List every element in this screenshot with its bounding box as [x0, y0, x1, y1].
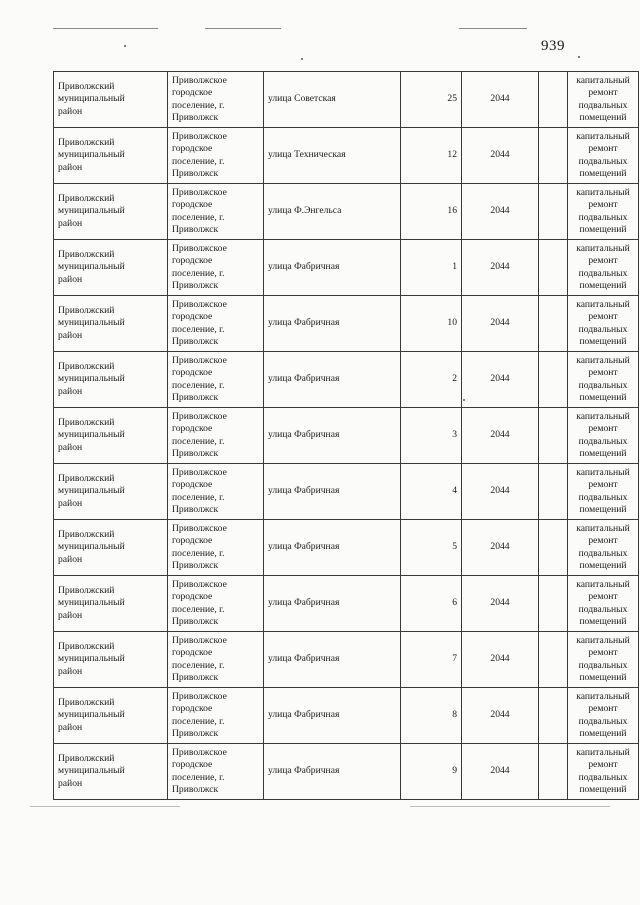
district-cell-line: муниципальный	[58, 93, 125, 105]
settlement-cell-line: поселение, г.	[172, 771, 225, 783]
work-type-cell-line: ремонт	[588, 647, 618, 658]
street-cell: улица Фабричная	[264, 632, 401, 688]
work-type-cell-line: помещений	[579, 224, 627, 235]
district-cell	[54, 464, 168, 520]
page-number: 939	[541, 38, 565, 54]
settlement-cell-line: поселение, г.	[172, 323, 225, 335]
settlement-cell-line: Приволжск	[172, 560, 219, 571]
settlement-cell-line: Приволжск	[172, 224, 219, 235]
settlement-cell-line: поселение, г.	[172, 155, 225, 167]
table-row	[54, 632, 639, 688]
settlement-cell-line: городское	[172, 143, 213, 154]
settlement-cell-line: Приволжск	[172, 336, 219, 347]
empty-cell	[539, 576, 568, 632]
settlement-cell	[168, 688, 264, 744]
settlement-cell-line: городское	[172, 199, 213, 210]
district-cell-line: Приволжский	[58, 136, 115, 148]
work-type-cell	[568, 240, 639, 296]
empty-cell	[539, 464, 568, 520]
year-cell: 2044	[462, 688, 539, 744]
settlement-cell-line: Приволжское	[172, 186, 227, 198]
work-type-cell-line: капитальный	[576, 242, 630, 254]
settlement-cell-line: городское	[172, 479, 213, 490]
district-cell-line: район	[58, 441, 83, 453]
district-cell-line: муниципальный	[58, 205, 125, 217]
settlement-cell-line: городское	[172, 703, 213, 714]
district-cell-line: муниципальный	[58, 541, 125, 553]
work-type-cell-line: капитальный	[576, 522, 630, 534]
table-row	[54, 744, 639, 800]
settlement-cell	[168, 240, 264, 296]
street-cell: улица Фабричная	[264, 296, 401, 352]
work-type-cell-line: ремонт	[588, 87, 618, 98]
district-cell-line: муниципальный	[58, 317, 125, 329]
settlement-cell-line: Приволжское	[172, 298, 227, 310]
district-cell	[54, 744, 168, 800]
empty-cell	[539, 520, 568, 576]
empty-cell	[539, 744, 568, 800]
district-cell-line: муниципальный	[58, 765, 125, 777]
work-type-cell-line: помещений	[579, 392, 627, 403]
year-cell: 2044	[462, 576, 539, 632]
table-row	[54, 688, 639, 744]
work-type-cell-line: помещений	[579, 504, 627, 515]
district-cell	[54, 632, 168, 688]
work-type-cell-line: ремонт	[588, 479, 618, 490]
settlement-cell	[168, 408, 264, 464]
settlement-cell-line: Приволжское	[172, 130, 227, 142]
settlement-cell-line: поселение, г.	[172, 547, 225, 559]
scan-artifact-line	[53, 28, 158, 29]
year-cell: 2044	[462, 128, 539, 184]
work-type-cell-line: подвальных	[578, 155, 628, 167]
settlement-cell-line: поселение, г.	[172, 715, 225, 727]
work-type-cell	[568, 72, 639, 128]
district-cell-line: Приволжский	[58, 696, 115, 708]
district-cell-line: район	[58, 161, 83, 173]
house-number-cell: 12	[401, 128, 462, 184]
settlement-cell-line: Приволжск	[172, 448, 219, 459]
settlement-cell-line: городское	[172, 647, 213, 658]
settlement-cell-line: Приволжск	[172, 728, 219, 739]
work-type-cell-line: ремонт	[588, 423, 618, 434]
year-cell: 2044	[462, 240, 539, 296]
district-cell-line: Приволжский	[58, 640, 115, 652]
work-type-cell-line: подвальных	[578, 99, 628, 111]
settlement-cell-line: городское	[172, 535, 213, 546]
work-type-cell-line: ремонт	[588, 759, 618, 770]
street-cell: улица Фабричная	[264, 408, 401, 464]
work-type-cell-line: помещений	[579, 560, 627, 571]
street-cell: улица Фабричная	[264, 744, 401, 800]
work-type-cell-line: помещений	[579, 280, 627, 291]
table-row	[54, 72, 639, 128]
settlement-cell-line: Приволжское	[172, 354, 227, 366]
district-cell-line: район	[58, 385, 83, 397]
year-cell: 2044	[462, 744, 539, 800]
settlement-cell-line: Приволжское	[172, 746, 227, 758]
work-type-cell-line: ремонт	[588, 255, 618, 266]
district-cell-line: Приволжский	[58, 752, 115, 764]
work-type-cell	[568, 744, 639, 800]
capital-repair-table	[53, 71, 639, 800]
settlement-cell-line: Приволжское	[172, 410, 227, 422]
work-type-cell-line: капитальный	[576, 74, 630, 86]
settlement-cell-line: Приволжск	[172, 168, 219, 179]
district-cell-line: район	[58, 721, 83, 733]
settlement-cell	[168, 352, 264, 408]
district-cell	[54, 520, 168, 576]
scan-artifact-line	[30, 806, 180, 807]
work-type-cell	[568, 688, 639, 744]
scan-artifact-line	[205, 28, 281, 29]
district-cell-line: муниципальный	[58, 653, 125, 665]
settlement-cell	[168, 520, 264, 576]
table-row	[54, 240, 639, 296]
settlement-cell-line: Приволжское	[172, 466, 227, 478]
work-type-cell-line: ремонт	[588, 311, 618, 322]
settlement-cell-line: Приволжское	[172, 74, 227, 86]
empty-cell	[539, 408, 568, 464]
empty-cell	[539, 632, 568, 688]
year-cell: 2044	[462, 520, 539, 576]
work-type-cell-line: помещений	[579, 728, 627, 739]
settlement-cell-line: городское	[172, 759, 213, 770]
settlement-cell-line: поселение, г.	[172, 603, 225, 615]
work-type-cell-line: подвальных	[578, 435, 628, 447]
year-cell: 2044	[462, 632, 539, 688]
scan-artifact-line	[459, 28, 527, 29]
work-type-cell-line: подвальных	[578, 715, 628, 727]
district-cell	[54, 72, 168, 128]
district-cell-line: район	[58, 217, 83, 229]
settlement-cell-line: Приволжское	[172, 578, 227, 590]
house-number-cell: 9	[401, 744, 462, 800]
district-cell-line: муниципальный	[58, 373, 125, 385]
work-type-cell-line: подвальных	[578, 659, 628, 671]
settlement-cell-line: поселение, г.	[172, 379, 225, 391]
work-type-cell-line: помещений	[579, 784, 627, 795]
work-type-cell-line: ремонт	[588, 591, 618, 602]
work-type-cell-line: подвальных	[578, 379, 628, 391]
settlement-cell	[168, 632, 264, 688]
street-cell: улица Ф.Энгельса	[264, 184, 401, 240]
work-type-cell	[568, 128, 639, 184]
district-cell-line: район	[58, 273, 83, 285]
work-type-cell-line: помещений	[579, 448, 627, 459]
work-type-cell-line: подвальных	[578, 491, 628, 503]
street-cell: улица Фабричная	[264, 576, 401, 632]
settlement-cell-line: городское	[172, 423, 213, 434]
scan-artifact-dot	[578, 56, 580, 58]
work-type-cell-line: помещений	[579, 672, 627, 683]
year-cell: 2044	[462, 352, 539, 408]
house-number-cell: 5	[401, 520, 462, 576]
settlement-cell	[168, 128, 264, 184]
street-cell: улица Фабричная	[264, 240, 401, 296]
work-type-cell-line: капитальный	[576, 130, 630, 142]
settlement-cell-line: Приволжск	[172, 504, 219, 515]
district-cell-line: муниципальный	[58, 261, 125, 273]
settlement-cell-line: Приволжск	[172, 672, 219, 683]
empty-cell	[539, 240, 568, 296]
year-cell: 2044	[462, 464, 539, 520]
house-number-cell: 4	[401, 464, 462, 520]
settlement-cell-line: Приволжское	[172, 242, 227, 254]
empty-cell	[539, 688, 568, 744]
work-type-cell	[568, 296, 639, 352]
work-type-cell-line: капитальный	[576, 186, 630, 198]
year-cell: 2044	[462, 184, 539, 240]
work-type-cell	[568, 632, 639, 688]
district-cell-line: район	[58, 777, 83, 789]
settlement-cell	[168, 72, 264, 128]
district-cell-line: муниципальный	[58, 709, 125, 721]
empty-cell	[539, 352, 568, 408]
table-row	[54, 296, 639, 352]
district-cell	[54, 128, 168, 184]
street-cell: улица Фабричная	[264, 352, 401, 408]
house-number-cell: 25	[401, 72, 462, 128]
settlement-cell-line: поселение, г.	[172, 99, 225, 111]
settlement-cell-line: Приволжское	[172, 522, 227, 534]
table-row	[54, 184, 639, 240]
work-type-cell-line: подвальных	[578, 771, 628, 783]
table-row	[54, 352, 639, 408]
settlement-cell-line: поселение, г.	[172, 211, 225, 223]
work-type-cell-line: помещений	[579, 112, 627, 123]
district-cell	[54, 240, 168, 296]
work-type-cell	[568, 520, 639, 576]
district-cell-line: район	[58, 329, 83, 341]
district-cell-line: район	[58, 553, 83, 565]
street-cell: улица Фабричная	[264, 464, 401, 520]
work-type-cell-line: ремонт	[588, 199, 618, 210]
street-cell: улица Фабричная	[264, 688, 401, 744]
district-cell-line: район	[58, 105, 83, 117]
house-number-cell: 3	[401, 408, 462, 464]
district-cell-line: район	[58, 497, 83, 509]
district-cell	[54, 296, 168, 352]
district-cell-line: Приволжский	[58, 472, 115, 484]
work-type-cell-line: капитальный	[576, 634, 630, 646]
settlement-cell	[168, 744, 264, 800]
work-type-cell	[568, 184, 639, 240]
table-row	[54, 408, 639, 464]
work-type-cell-line: ремонт	[588, 703, 618, 714]
work-type-cell-line: капитальный	[576, 578, 630, 590]
settlement-cell-line: Приволжск	[172, 112, 219, 123]
district-cell-line: Приволжский	[58, 584, 115, 596]
scan-artifact-line	[410, 806, 610, 807]
empty-cell	[539, 184, 568, 240]
settlement-cell-line: Приволжск	[172, 616, 219, 627]
scan-artifact-dot	[301, 58, 303, 60]
district-cell-line: район	[58, 665, 83, 677]
district-cell-line: муниципальный	[58, 597, 125, 609]
house-number-cell: 7	[401, 632, 462, 688]
year-cell: 2044	[462, 72, 539, 128]
work-type-cell-line: капитальный	[576, 746, 630, 758]
street-cell: улица Советская	[264, 72, 401, 128]
district-cell-line: Приволжский	[58, 528, 115, 540]
house-number-cell: 16	[401, 184, 462, 240]
house-number-cell: 8	[401, 688, 462, 744]
settlement-cell-line: поселение, г.	[172, 659, 225, 671]
empty-cell	[539, 296, 568, 352]
settlement-cell-line: городское	[172, 87, 213, 98]
work-type-cell-line: капитальный	[576, 354, 630, 366]
district-cell	[54, 576, 168, 632]
settlement-cell-line: городское	[172, 367, 213, 378]
work-type-cell-line: капитальный	[576, 410, 630, 422]
settlement-cell	[168, 464, 264, 520]
work-type-cell	[568, 464, 639, 520]
settlement-cell-line: поселение, г.	[172, 435, 225, 447]
district-cell-line: муниципальный	[58, 149, 125, 161]
settlement-cell-line: городское	[172, 255, 213, 266]
house-number-cell: 10	[401, 296, 462, 352]
house-number-cell: 1	[401, 240, 462, 296]
district-cell-line: Приволжский	[58, 192, 115, 204]
street-cell: улица Фабричная	[264, 520, 401, 576]
work-type-cell	[568, 352, 639, 408]
work-type-cell-line: подвальных	[578, 323, 628, 335]
settlement-cell	[168, 576, 264, 632]
district-cell-line: муниципальный	[58, 485, 125, 497]
settlement-cell-line: Приволжское	[172, 634, 227, 646]
settlement-cell	[168, 184, 264, 240]
table-row	[54, 520, 639, 576]
work-type-cell-line: подвальных	[578, 603, 628, 615]
work-type-cell-line: ремонт	[588, 367, 618, 378]
year-cell: 2044	[462, 296, 539, 352]
empty-cell	[539, 72, 568, 128]
settlement-cell-line: городское	[172, 311, 213, 322]
work-type-cell	[568, 408, 639, 464]
settlement-cell-line: Приволжск	[172, 280, 219, 291]
settlement-cell	[168, 296, 264, 352]
district-cell-line: муниципальный	[58, 429, 125, 441]
table-row	[54, 128, 639, 184]
work-type-cell-line: подвальных	[578, 211, 628, 223]
year-cell: 2044	[462, 408, 539, 464]
work-type-cell-line: капитальный	[576, 690, 630, 702]
work-type-cell-line: подвальных	[578, 267, 628, 279]
district-cell	[54, 408, 168, 464]
house-number-cell: 6	[401, 576, 462, 632]
work-type-cell-line: подвальных	[578, 547, 628, 559]
district-cell	[54, 184, 168, 240]
empty-cell	[539, 128, 568, 184]
settlement-cell-line: поселение, г.	[172, 491, 225, 503]
settlement-cell-line: Приволжское	[172, 690, 227, 702]
settlement-cell-line: городское	[172, 591, 213, 602]
settlement-cell-line: поселение, г.	[172, 267, 225, 279]
scan-artifact-dot	[124, 45, 126, 47]
work-type-cell-line: ремонт	[588, 143, 618, 154]
work-type-cell	[568, 576, 639, 632]
work-type-cell-line: помещений	[579, 168, 627, 179]
district-cell-line: Приволжский	[58, 80, 115, 92]
district-cell-line: Приволжский	[58, 248, 115, 260]
settlement-cell-line: Приволжск	[172, 784, 219, 795]
district-cell-line: Приволжский	[58, 416, 115, 428]
district-cell-line: Приволжский	[58, 360, 115, 372]
street-cell: улица Техническая	[264, 128, 401, 184]
work-type-cell-line: помещений	[579, 336, 627, 347]
work-type-cell-line: капитальный	[576, 298, 630, 310]
settlement-cell-line: Приволжск	[172, 392, 219, 403]
work-type-cell-line: ремонт	[588, 535, 618, 546]
work-type-cell-line: капитальный	[576, 466, 630, 478]
district-cell-line: Приволжский	[58, 304, 115, 316]
table-row	[54, 576, 639, 632]
district-cell	[54, 688, 168, 744]
work-type-cell-line: помещений	[579, 616, 627, 627]
district-cell	[54, 352, 168, 408]
house-number-cell: 2	[401, 352, 462, 408]
table-row	[54, 464, 639, 520]
district-cell-line: район	[58, 609, 83, 621]
